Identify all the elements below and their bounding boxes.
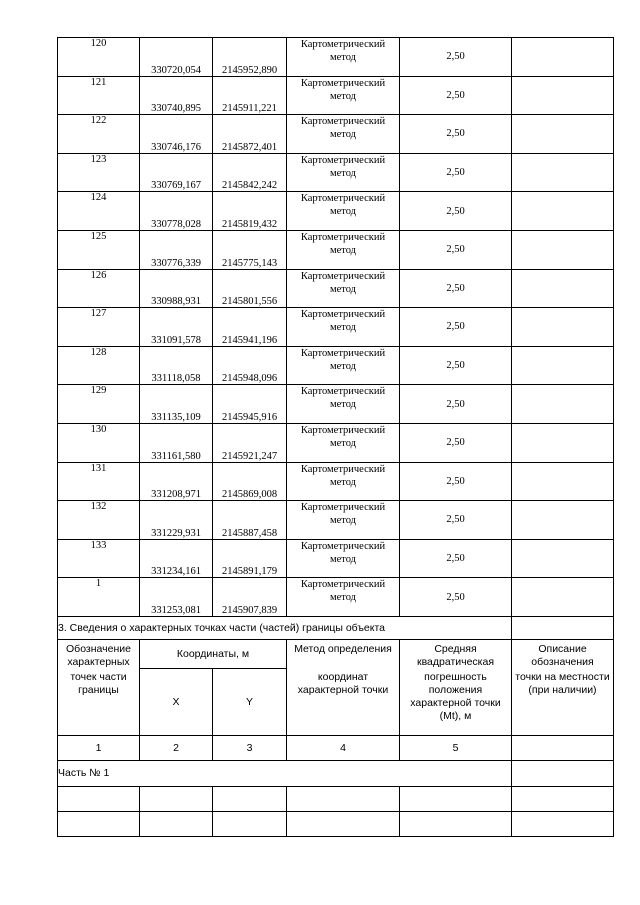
empty-row bbox=[58, 786, 614, 811]
coord-x: 330776,339 bbox=[140, 230, 213, 269]
header-designation bbox=[58, 639, 140, 735]
empty-cell bbox=[140, 786, 213, 811]
point-id: 123 bbox=[58, 153, 140, 192]
header-method-top: Метод определения bbox=[294, 642, 392, 655]
error-value: 2,50 bbox=[400, 423, 512, 462]
column-number: 3 bbox=[213, 735, 287, 760]
empty-cell bbox=[512, 230, 614, 269]
empty-row bbox=[58, 811, 614, 836]
method: Картометрический метод bbox=[287, 230, 400, 269]
method: Картометрический метод bbox=[287, 539, 400, 578]
method: Картометрический метод bbox=[287, 308, 400, 347]
error-value: 2,50 bbox=[400, 269, 512, 308]
point-id: 132 bbox=[58, 501, 140, 540]
method: Картометрический метод bbox=[287, 76, 400, 115]
coord-x: 330720,054 bbox=[140, 38, 213, 77]
coord-x: 331135,109 bbox=[140, 385, 213, 424]
error-value: 2,50 bbox=[400, 539, 512, 578]
header-method bbox=[287, 639, 400, 735]
coord-x: 330769,167 bbox=[140, 153, 213, 192]
coord-x: 330740,895 bbox=[140, 76, 213, 115]
coord-x: 331234,161 bbox=[140, 539, 213, 578]
header-y: Y bbox=[213, 668, 287, 735]
empty-cell bbox=[512, 501, 614, 540]
column-number: 5 bbox=[400, 735, 512, 760]
point-id: 121 bbox=[58, 76, 140, 115]
header-error-bottom: погрешность положения характерной точки (Mt), м bbox=[410, 670, 501, 722]
section3-title: 3. Сведения о характерных точках части (частей) границы объекта bbox=[58, 616, 512, 639]
table-row bbox=[58, 115, 614, 154]
point-id: 133 bbox=[58, 539, 140, 578]
error-value: 2,50 bbox=[400, 462, 512, 501]
coord-y: 2145842,242 bbox=[213, 153, 287, 192]
empty-cell bbox=[512, 346, 614, 385]
point-id: 128 bbox=[58, 346, 140, 385]
table-row bbox=[58, 308, 614, 347]
point-id: 120 bbox=[58, 38, 140, 77]
empty-cell bbox=[512, 423, 614, 462]
method: Картометрический метод bbox=[287, 38, 400, 77]
method: Картометрический метод bbox=[287, 385, 400, 424]
method: Картометрический метод bbox=[287, 462, 400, 501]
coord-y: 2145948,096 bbox=[213, 346, 287, 385]
error-value: 2,50 bbox=[400, 501, 512, 540]
table-row bbox=[58, 38, 614, 77]
table-row bbox=[58, 346, 614, 385]
section3-body bbox=[58, 616, 614, 836]
coord-y: 2145941,196 bbox=[213, 308, 287, 347]
coord-y: 2145819,432 bbox=[213, 192, 287, 231]
empty-cell bbox=[512, 38, 614, 77]
empty-cell bbox=[512, 616, 614, 639]
empty-cell bbox=[512, 269, 614, 308]
point-id: 1 bbox=[58, 578, 140, 617]
table-row bbox=[58, 230, 614, 269]
point-id: 130 bbox=[58, 423, 140, 462]
empty-cell bbox=[512, 578, 614, 617]
empty-cell bbox=[140, 811, 213, 836]
coord-x: 331118,058 bbox=[140, 346, 213, 385]
empty-cell bbox=[287, 811, 400, 836]
coord-y: 2145869,008 bbox=[213, 462, 287, 501]
coord-y: 2145921,247 bbox=[213, 423, 287, 462]
error-value: 2,50 bbox=[400, 308, 512, 347]
error-value: 2,50 bbox=[400, 153, 512, 192]
table-row bbox=[58, 462, 614, 501]
error-value: 2,50 bbox=[400, 115, 512, 154]
header-coordinates: Координаты, м bbox=[140, 639, 287, 668]
table-row bbox=[58, 153, 614, 192]
header-error bbox=[400, 639, 512, 735]
coord-y: 2145775,143 bbox=[213, 230, 287, 269]
error-value: 2,50 bbox=[400, 230, 512, 269]
coord-x: 331161,580 bbox=[140, 423, 213, 462]
empty-cell bbox=[512, 192, 614, 231]
table-row bbox=[58, 423, 614, 462]
method: Картометрический метод bbox=[287, 153, 400, 192]
coord-y: 2145952,890 bbox=[213, 38, 287, 77]
empty-cell bbox=[512, 462, 614, 501]
coord-y: 2145887,458 bbox=[213, 501, 287, 540]
method: Картометрический метод bbox=[287, 501, 400, 540]
column-number: 4 bbox=[287, 735, 400, 760]
point-id: 131 bbox=[58, 462, 140, 501]
coord-y: 2145911,221 bbox=[213, 76, 287, 115]
method: Картометрический метод bbox=[287, 346, 400, 385]
empty-cell bbox=[213, 786, 287, 811]
table-row bbox=[58, 578, 614, 617]
coord-x: 331208,971 bbox=[140, 462, 213, 501]
error-value: 2,50 bbox=[400, 385, 512, 424]
empty-cell bbox=[400, 811, 512, 836]
method: Картометрический метод bbox=[287, 115, 400, 154]
coord-x: 330746,176 bbox=[140, 115, 213, 154]
empty-cell bbox=[400, 786, 512, 811]
method: Картометрический метод bbox=[287, 423, 400, 462]
coord-y: 2145872,401 bbox=[213, 115, 287, 154]
empty-cell bbox=[58, 786, 140, 811]
point-id: 127 bbox=[58, 308, 140, 347]
coord-x: 331253,081 bbox=[140, 578, 213, 617]
part-label: Часть № 1 bbox=[58, 760, 512, 786]
empty-cell bbox=[512, 811, 614, 836]
coord-y: 2145891,179 bbox=[213, 539, 287, 578]
points-body bbox=[58, 38, 614, 617]
error-value: 2,50 bbox=[400, 192, 512, 231]
table-row bbox=[58, 539, 614, 578]
method: Картометрический метод bbox=[287, 269, 400, 308]
empty-cell bbox=[512, 308, 614, 347]
error-value: 2,50 bbox=[400, 76, 512, 115]
boundary-points-table bbox=[57, 37, 614, 837]
header-description bbox=[512, 639, 614, 735]
column-number: 2 bbox=[140, 735, 213, 760]
empty-cell bbox=[512, 115, 614, 154]
empty-cell bbox=[512, 153, 614, 192]
coord-y: 2145945,916 bbox=[213, 385, 287, 424]
empty-cell bbox=[58, 811, 140, 836]
empty-cell bbox=[512, 735, 614, 760]
point-id: 129 bbox=[58, 385, 140, 424]
empty-cell bbox=[512, 76, 614, 115]
header-designation-bottom: точек части границы bbox=[70, 670, 127, 696]
coord-x: 331091,578 bbox=[140, 308, 213, 347]
empty-cell bbox=[287, 786, 400, 811]
header-x: X bbox=[140, 668, 213, 735]
table-row bbox=[58, 192, 614, 231]
empty-cell bbox=[512, 786, 614, 811]
header-error-top: Средняя квадратическая bbox=[416, 642, 495, 668]
coord-x: 331229,931 bbox=[140, 501, 213, 540]
point-id: 126 bbox=[58, 269, 140, 308]
point-id: 122 bbox=[58, 115, 140, 154]
empty-cell bbox=[213, 811, 287, 836]
error-value: 2,50 bbox=[400, 578, 512, 617]
table-row bbox=[58, 76, 614, 115]
point-id: 124 bbox=[58, 192, 140, 231]
table-row bbox=[58, 385, 614, 424]
empty-cell bbox=[512, 760, 614, 786]
method: Картометрический метод bbox=[287, 578, 400, 617]
header-description-top: Описание обозначения bbox=[531, 642, 594, 668]
column-number: 1 bbox=[58, 735, 140, 760]
coord-x: 330988,931 bbox=[140, 269, 213, 308]
header-description-bottom: точки на местности (при наличии) bbox=[515, 670, 610, 696]
coord-y: 2145907,839 bbox=[213, 578, 287, 617]
coord-y: 2145801,556 bbox=[213, 269, 287, 308]
coord-x: 330778,028 bbox=[140, 192, 213, 231]
header-method-bottom: координат характерной точки bbox=[297, 670, 389, 696]
point-id: 125 bbox=[58, 230, 140, 269]
method: Картометрический метод bbox=[287, 192, 400, 231]
header-designation-top: Обозначение характерных bbox=[66, 642, 131, 668]
table-row bbox=[58, 269, 614, 308]
empty-cell bbox=[512, 539, 614, 578]
error-value: 2,50 bbox=[400, 38, 512, 77]
table-row bbox=[58, 501, 614, 540]
empty-cell bbox=[512, 385, 614, 424]
error-value: 2,50 bbox=[400, 346, 512, 385]
